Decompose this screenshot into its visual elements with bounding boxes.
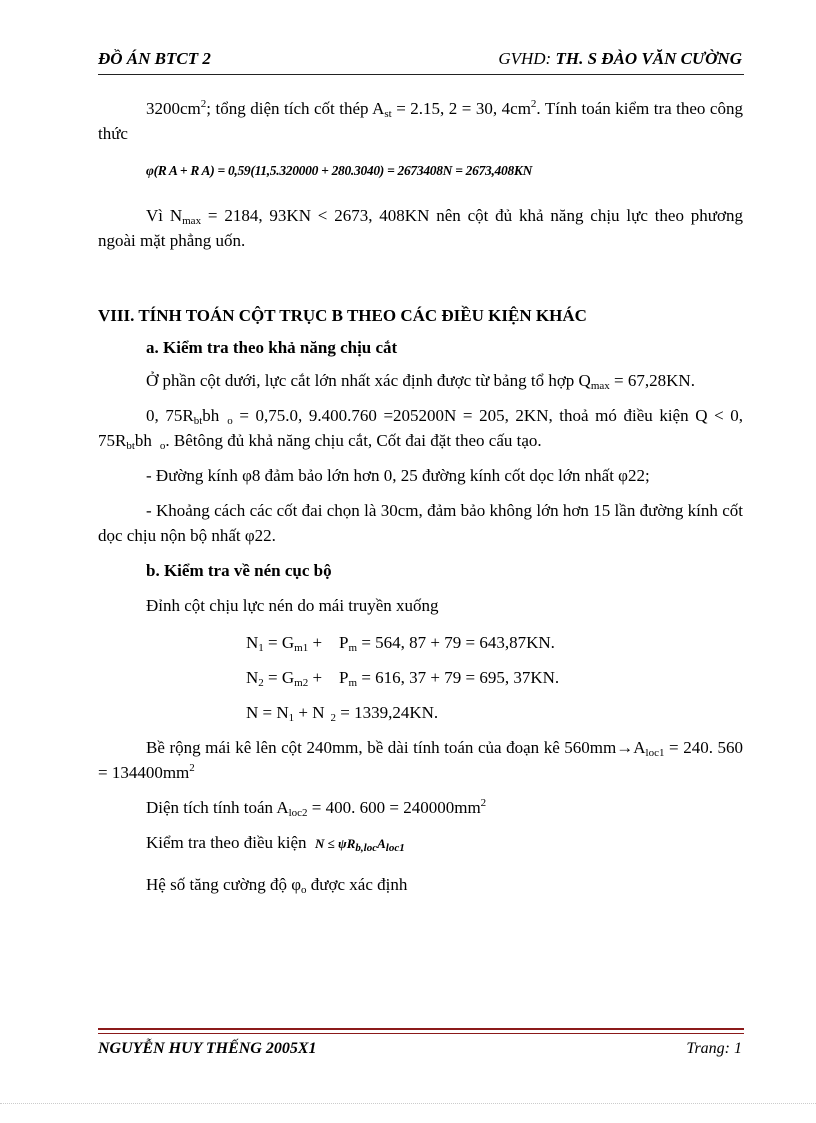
paragraph-area-steel: $3200cm^2$; tổng diện tích cốt thép $A_{st} = 2.15$, 2 = 30, $4cm^2$. Tính toán kiểm tra theo công thức xyxy=(98,98,743,143)
paragraph-strength-factor: Hệ số tăng cường độ $\varphi_o$ được xác định xyxy=(146,875,408,896)
paragraph-check-condition: Kiểm tra theo điều kiện $N \le \psi R_{b,loc}A_{loc1}$ xyxy=(146,833,405,854)
footer-author: NGUYỄN HUY THẾNG 2005X1 xyxy=(98,1040,317,1057)
paragraph-bearing-area: Bề rộng mái kê lên cột 240mm, bề dài tính toán của đoạn kê $560mm\to A_{loc1} = 240$. $560 = 134400mm^2$ xyxy=(98,738,744,782)
equation-capacity: φ(R A + R A) = 0,59(11,5.320000 + 280.3040) = 2673408N = 2673,408KN xyxy=(146,163,533,178)
subsection-b-heading: b. Kiểm tra về nén cục bộ xyxy=(146,561,332,580)
page-header xyxy=(98,47,744,75)
formula-n1: $N_1 = G_{m1}$ + $P_m = 564$, 87 + 79 = 643,87KN. xyxy=(246,633,555,654)
header-instructor: GVHD: TH. S ĐÀO VĂN CƯỜNG xyxy=(498,49,742,68)
paragraph-computed-area: Diện tích tính toán $A_{loc2} = 400$. $600 = 240000mm^2$ xyxy=(146,797,487,819)
paragraph-shear-check: 0, $75R_{bt}bh$ $_o$ = 0,75.0, 9.400.760 =205200N = 205, 2KN, thoả mó điều kiện Q < 0, $75R_{bt}bh$ $_o$. Bêtông đủ khả năng chịu cắt, Cốt đai đặt theo cấu tạo. xyxy=(98,406,743,452)
paragraph-stirrup-spacing: - Khoảng cách các cốt đai chọn là 30cm, đảm bảo không lớn hơn 15 lần đường kính cốt dọc chịu nộn bộ nhất φ22. xyxy=(98,501,743,545)
paragraph-column-top: Đỉnh cột chịu lực nén do mái truyền xuống xyxy=(146,596,439,615)
footer-rule-thick xyxy=(98,1028,744,1030)
formula-n2: $N_2 = G_{m2}$ + $P_m = 616$, 37 + 79 = 695, 37KN. xyxy=(246,668,560,689)
document-body xyxy=(98,96,743,897)
section-heading-viii: VIII. TÍNH TOÁN CỘT TRỤC B THEO CÁC ĐIỀU KIỆN KHÁC xyxy=(98,306,587,325)
paragraph-shear-force: Ở phần cột dưới, lực cắt lớn nhất xác định được từ bảng tổ hợp $Q_{max} = 67,28KN$. xyxy=(146,371,695,392)
paragraph-conclusion: Vì $N_{max} = 2184$, 93KN < 2673, 408KN nên cột đủ khả năng chịu lực theo phương ngoài mặt phẳng uốn. xyxy=(98,206,743,250)
page-bottom-divider xyxy=(0,1103,816,1104)
footer-page-number: Trang: 1 xyxy=(686,1040,742,1057)
subsection-a-heading: a. Kiểm tra theo khả năng chịu cắt xyxy=(146,338,398,357)
header-title: ĐỒ ÁN BTCT 2 xyxy=(98,49,211,68)
paragraph-stirrup-diameter: - Đường kính φ8 đảm bảo lớn hơn 0, 25 đường kính cốt dọc lớn nhất φ22; xyxy=(146,466,650,485)
footer-rule-thin xyxy=(98,1033,744,1034)
condition-formula: $N \le \psi R_{b,loc}A_{loc1}$ xyxy=(315,836,405,854)
header-rule xyxy=(98,74,744,75)
formula-n-total: $N = N_1 + N$ $_2$ = 1339,24KN. xyxy=(246,703,439,724)
